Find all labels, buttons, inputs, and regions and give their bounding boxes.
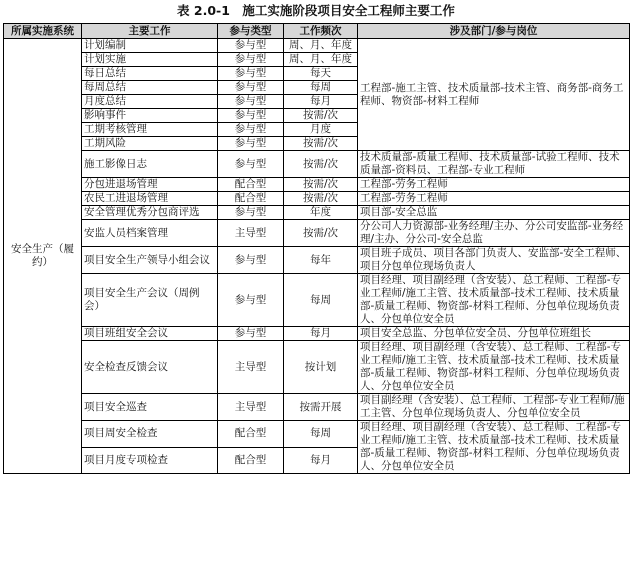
table-row (4, 327, 630, 341)
work-cell: 项目安全巡查 (82, 394, 218, 421)
work-cell: 计划编制 (82, 39, 218, 53)
type-cell: 参与型 (218, 206, 284, 220)
work-cell: 计划实施 (82, 53, 218, 67)
type-cell: 配合型 (218, 421, 284, 448)
work-cell: 安全检查反馈会议 (82, 341, 218, 394)
work-cell: 月度总结 (82, 95, 218, 109)
table-row (4, 39, 630, 53)
frequency-cell: 每月 (284, 447, 358, 474)
table-row (4, 341, 630, 394)
table-row (4, 394, 630, 421)
department-cell: 技术质量部-质量工程师、技术质量部-试验工程师、技术质量部-资料员、工程部-专业工程师 (358, 151, 630, 178)
frequency-cell: 按需/次 (284, 220, 358, 247)
work-table (3, 23, 630, 474)
frequency-cell: 每周 (284, 274, 358, 327)
frequency-cell: 每周 (284, 81, 358, 95)
type-cell: 主导型 (218, 394, 284, 421)
department-cell: 项目经理、项目副经理（含安装）、总工程师、工程部-专业工程师/施工主管、技术质量部-技术工程师、技术质量部-质量工程师、物资部-材料工程师、分包单位现场负责人、分包单位安全员 (358, 421, 630, 474)
work-cell: 项目班组安全会议 (82, 327, 218, 341)
type-cell: 参与型 (218, 81, 284, 95)
table-row (4, 192, 630, 206)
frequency-cell: 按需/次 (284, 109, 358, 123)
header-row (4, 24, 630, 39)
frequency-cell: 按需/次 (284, 151, 358, 178)
frequency-cell: 按需/次 (284, 137, 358, 151)
work-cell: 安全管理优秀分包商评选 (82, 206, 218, 220)
work-cell: 农民工进退场管理 (82, 192, 218, 206)
work-cell: 每周总结 (82, 81, 218, 95)
header-departments: 涉及部门/参与岗位 (358, 24, 630, 39)
type-cell: 参与型 (218, 109, 284, 123)
work-cell: 项目周安全检查 (82, 421, 218, 448)
type-cell: 主导型 (218, 341, 284, 394)
type-cell: 配合型 (218, 178, 284, 192)
type-cell: 参与型 (218, 137, 284, 151)
type-cell: 配合型 (218, 447, 284, 474)
frequency-cell: 按需/次 (284, 178, 358, 192)
department-cell: 工程部-劳务工程师 (358, 178, 630, 192)
table-row (4, 220, 630, 247)
department-cell: 项目安全总监、分包单位安全员、分包单位班组长 (358, 327, 630, 341)
type-cell: 参与型 (218, 151, 284, 178)
department-cell: 项目部-安全总监 (358, 206, 630, 220)
department-cell: 分公司人力资源部-业务经理/主办、分公司安监部-业务经理/主办、分公司-安全总监 (358, 220, 630, 247)
department-cell: 项目副经理（含安装）、总工程师、工程部-专业工程师/施工主管、分包单位现场负责人、分包单位安全员 (358, 394, 630, 421)
work-cell: 项目月度专项检查 (82, 447, 218, 474)
frequency-cell: 周、月、年度 (284, 39, 358, 53)
frequency-cell: 每天 (284, 67, 358, 81)
frequency-cell: 月度 (284, 123, 358, 137)
type-cell: 参与型 (218, 95, 284, 109)
department-cell: 项目经理、项目副经理（含安装）、总工程师、工程部-专业工程师/施工主管、技术质量部-技术工程师、技术质量部-质量工程师、物资部-材料工程师、分包单位现场负责人、分包单位安全员 (358, 341, 630, 394)
type-cell: 参与型 (218, 274, 284, 327)
frequency-cell: 每月 (284, 327, 358, 341)
frequency-cell: 按需/次 (284, 192, 358, 206)
type-cell: 配合型 (218, 192, 284, 206)
work-cell: 影响事件 (82, 109, 218, 123)
table-row (4, 247, 630, 274)
department-cell: 工程部-施工主管、技术质量部-技术主管、商务部-商务工程师、物资部-材料工程师 (358, 39, 630, 151)
work-cell: 每日总结 (82, 67, 218, 81)
table-caption: 表 2.0-1 施工实施阶段项目安全工程师主要工作 (177, 3, 455, 18)
department-cell: 项目经理、项目副经理（含安装）、总工程师、工程部-专业工程师/施工主管、技术质量部-技术工程师、技术质量部-质量工程师、物资部-材料工程师、分包单位现场负责人、分包单位安全员 (358, 274, 630, 327)
frequency-cell: 每月 (284, 95, 358, 109)
table-row (4, 206, 630, 220)
frequency-cell: 按需开展 (284, 394, 358, 421)
work-cell: 分包进退场管理 (82, 178, 218, 192)
table-row (4, 421, 630, 448)
work-cell: 安监人员档案管理 (82, 220, 218, 247)
frequency-cell: 周、月、年度 (284, 53, 358, 67)
header-frequency: 工作频次 (284, 24, 358, 39)
table-row (4, 178, 630, 192)
work-cell: 工期风险 (82, 137, 218, 151)
frequency-cell: 年度 (284, 206, 358, 220)
category-cell: 安全生产（履约） (4, 39, 82, 474)
table-row (4, 151, 630, 178)
type-cell: 参与型 (218, 67, 284, 81)
work-cell: 工期考核管理 (82, 123, 218, 137)
header-system: 所属实施系统 (4, 24, 82, 39)
frequency-cell: 每周 (284, 421, 358, 448)
department-cell: 项目班子成员、项目各部门负责人、安监部-安全工程师、项目分包单位现场负责人 (358, 247, 630, 274)
table-row (4, 274, 630, 327)
frequency-cell: 按计划 (284, 341, 358, 394)
type-cell: 参与型 (218, 53, 284, 67)
header-type: 参与类型 (218, 24, 284, 39)
header-work: 主要工作 (82, 24, 218, 39)
type-cell: 参与型 (218, 123, 284, 137)
work-cell: 项目安全生产会议（周例会） (82, 274, 218, 327)
work-cell: 项目安全生产领导小组会议 (82, 247, 218, 274)
type-cell: 参与型 (218, 327, 284, 341)
type-cell: 参与型 (218, 247, 284, 274)
type-cell: 主导型 (218, 220, 284, 247)
frequency-cell: 每年 (284, 247, 358, 274)
department-cell: 工程部-劳务工程师 (358, 192, 630, 206)
work-cell: 施工影像日志 (82, 151, 218, 178)
type-cell: 参与型 (218, 39, 284, 53)
